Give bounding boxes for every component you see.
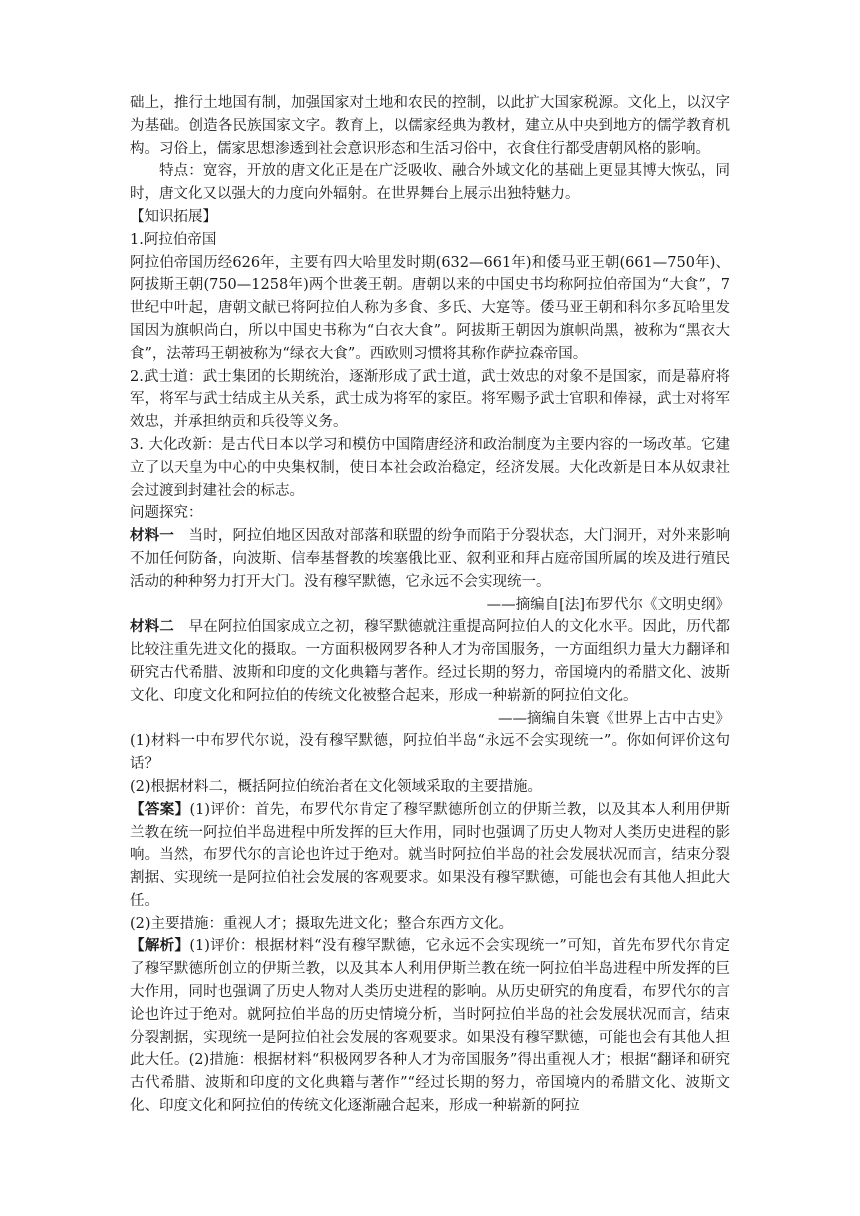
material-1-label: 材料一 [130, 527, 174, 545]
material-2-source: ——摘编自朱寰《世界上古中古史》 [498, 710, 730, 727]
analysis-block [130, 935, 730, 1117]
document-page [130, 92, 730, 1118]
material-1 [130, 525, 730, 593]
intro-paragraph-1: 础上，推行土地国有制，加强国家对土地和农民的控制，以此扩大国家税源。文化上，以汉字为基础。创造各民族国家文字。教育上，以儒家经典为教材，建立从中央到地方的儒学教育机构。习俗上，儒家思想渗透到社会意识形态和生活习俗中，衣食住行都受唐朝风格的影响。 [130, 95, 730, 157]
knowledge-item-1-body: 阿拉伯帝国历经626年，主要有四大哈里发时期(632—661年)和倭马亚王朝(661—750年)、阿拔斯王朝(750—1258年)两个世袭王朝。唐朝以来的中国史书均称阿拉伯帝国为“大食”，7世纪中叶起，唐朝文献已将阿拉伯人称为多食、多氏、大寔等。倭马亚王朝和科尔多瓦哈里发国因为旗帜尚白，所以中国史书称为“白衣大食”。阿拔斯王朝因为旗帜尚黑，被称为“黑衣大食”，法蒂玛王朝被称为“绿衣大食”。西欧则习惯将其称作萨拉森帝国。 [130, 254, 730, 362]
knowledge-item-3: 3. 大化改新：是古代日本以学习和模仿中国隋唐经济和政治制度为主要内容的一场改革。它建立了以天皇为中心的中央集权制，使日本社会政治稳定，经济发展。大化改新是日本从奴隶社会过渡到封建社会的标志。 [130, 436, 730, 499]
material-1-text: 当时，阿拉伯地区因敌对部落和联盟的纷争而陷于分裂状态，大门洞开，对外来影响不加任何防备，向波斯、信奉基督教的埃塞俄比亚、叙利亚和拜占庭帝国所属的埃及进行殖民活动的种种努力打开大门。没有穆罕默德，它永远不会实现统一。 [130, 528, 731, 590]
inquiry-heading: 问题探究： [130, 505, 203, 522]
knowledge-item-2: 2.武士道：武士集团的长期统治，逐渐形成了武士道，武士效忠的对象不是国家，而是幕府将军，将军与武士结成主从关系，武士成为将军的家臣。将军赐予武士官职和俸禄，武士对将军效忠，并承担纳贡和兵役等义务。 [130, 368, 730, 431]
answer-1: (1)评价：首先，布罗代尔肯定了穆罕默德所创立的伊斯兰教，以及其本人利用伊斯兰教在统一阿拉伯半岛进程中所发挥的巨大作用，同时也强调了历史人物对人类历史进程的影响。当然，布罗代尔的言论也许过于绝对。就当时阿拉伯半岛的社会发展状况而言，结束分裂割据、实现统一是阿拉伯社会发展的客观要求。如果没有穆罕默德，可能也会有其他人担此大任。 [130, 801, 730, 909]
material-2-label: 材料二 [130, 618, 174, 636]
analysis-label: 【解析】 [130, 937, 190, 955]
answer-label: 【答案】 [130, 800, 190, 818]
knowledge-item-1-title: 1.阿拉伯帝国 [130, 231, 217, 248]
answer-2: (2)主要措施：重视人才；摄取先进文化；整合东西方文化。 [130, 915, 514, 932]
material-1-source: ——摘编自[法]布罗代尔《文明史纲》 [486, 596, 730, 613]
analysis-text: (1)评价：根据材料“没有穆罕默德，它永远不会实现统一”可知，首先布罗代尔肯定了穆罕默德所创立的伊斯兰教，以及其本人利用伊斯兰教在统一阿拉伯半岛进程中所发挥的巨大作用，同时也强调了历史人物对人类历史进程的影响。从历史研究的角度看，布罗代尔的言论也许过于绝对。就阿拉伯半岛的历史情境分析，当时阿拉伯半岛的社会发展状况而言，结束分裂割据，实现统一是阿拉伯社会发展的客观要求。如果没有穆罕默德，可能也会有其他人担此大任。(2)措施：根据材料“积极网罗各种人才为帝国服务”得出重视人才；根据“翻译和研究古代希腊、波斯和印度的文化典籍与著作”“经过长期的努力，帝国境内的希腊文化、波斯文化、印度文化和阿拉伯的传统文化逐渐融合起来，形成一种崭新的阿拉 [130, 938, 730, 1115]
material-2-text: 早在阿拉伯国家成立之初，穆罕默德就注重提高阿拉伯人的文化水平。因此，历代都比较注重先进文化的摄取。一方面积极网罗各种人才为帝国服务，一方面组织力量大力翻译和研究古代希腊、波斯和印度的文化典籍与著作。经过长期的努力，帝国境内的希腊文化、波斯文化、印度文化和阿拉伯的传统文化被整合起来，形成一种崭新的阿拉伯文化。 [130, 619, 731, 704]
question-2: (2)根据材料二，概括阿拉伯统治者在文化领域采取的主要措施。 [130, 778, 543, 795]
intro-paragraph-2: 特点：宽容，开放的唐文化正是在广泛吸收、融合外域文化的基础上更显其博大恢弘，同时，唐文化又以强大的力度向外辐射。在世界舞台上展示出独特魅力。 [130, 163, 730, 203]
material-2 [130, 616, 730, 707]
answer-block [130, 799, 730, 913]
question-1: (1)材料一中布罗代尔说，没有穆罕默德，阿拉伯半岛“永远不会实现统一”。你如何评价这句话？ [130, 733, 730, 773]
knowledge-heading: 【知识拓展】 [130, 208, 217, 225]
